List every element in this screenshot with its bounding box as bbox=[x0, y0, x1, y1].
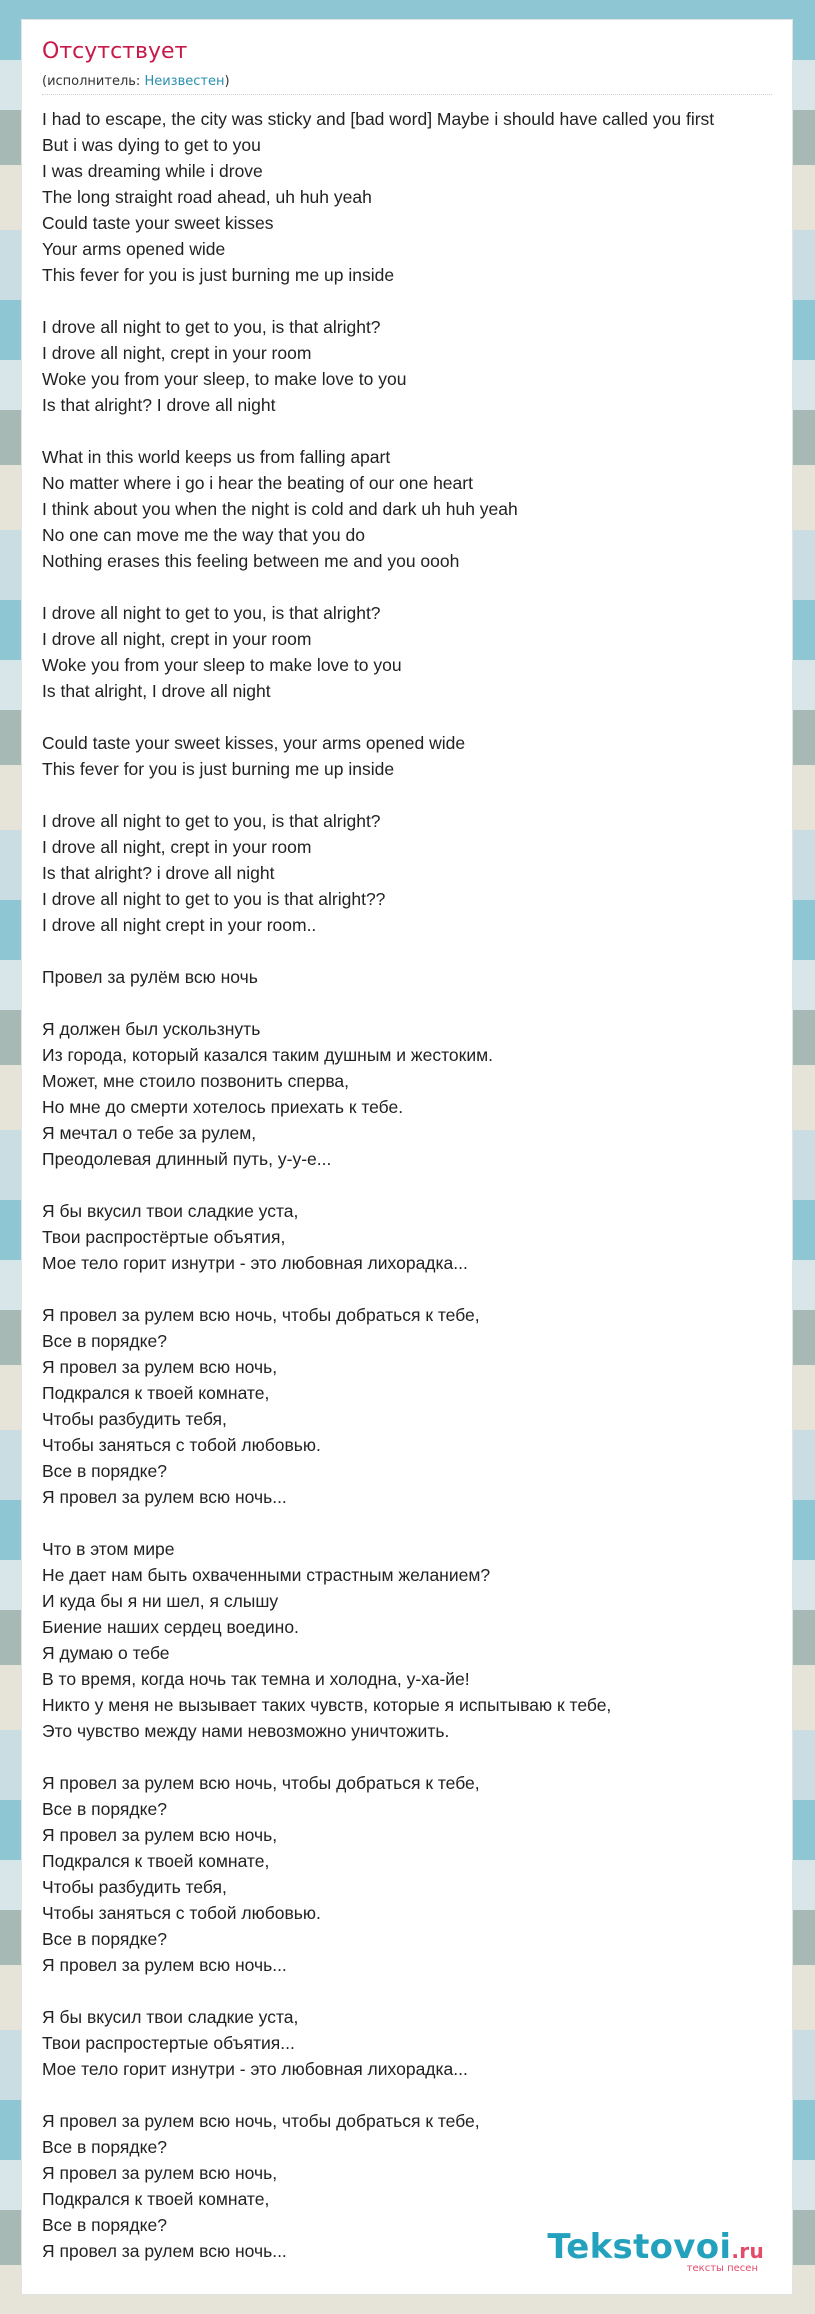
lyric-line: Чтобы заняться с тобой любовью. bbox=[42, 1435, 321, 1455]
lyric-line: Я провел за рулем всю ночь... bbox=[42, 2241, 287, 2261]
lyric-line: I drove all night, crept in your room bbox=[42, 837, 312, 857]
lyrics-card bbox=[22, 20, 792, 2294]
lyric-line: Я провел за рулем всю ночь, чтобы добраться к тебе, bbox=[42, 1305, 480, 1325]
lyric-line: В то время, когда ночь так темна и холодна, у-ха-йе! bbox=[42, 1669, 470, 1689]
lyric-line: Чтобы разбудить тебя, bbox=[42, 1409, 227, 1429]
lyric-blank-line bbox=[42, 418, 792, 444]
lyric-line: Все в порядке? bbox=[42, 1331, 167, 1351]
lyric-line: И куда бы я ни шел, я слышу bbox=[42, 1591, 279, 1611]
lyric-blank-line bbox=[42, 288, 792, 314]
lyric-line: Я должен был ускользнуть bbox=[42, 1019, 261, 1039]
lyrics-text bbox=[42, 106, 792, 2264]
header-divider bbox=[42, 94, 772, 95]
site-logo[interactable] bbox=[547, 2227, 764, 2274]
lyric-line: Я провел за рулем всю ночь... bbox=[42, 1487, 287, 1507]
lyric-line: Your arms opened wide bbox=[42, 239, 226, 259]
lyric-line: I had to escape, the city was sticky and [bad word] Maybe i should have called you first bbox=[42, 109, 715, 129]
artist-line bbox=[42, 74, 230, 89]
brand-tld: .ru bbox=[731, 2239, 764, 2263]
lyric-line: Я провел за рулем всю ночь, bbox=[42, 1825, 278, 1845]
lyric-line: Все в порядке? bbox=[42, 2137, 167, 2157]
lyric-line: Но мне до смерти хотелось приехать к тебе. bbox=[42, 1097, 404, 1117]
lyric-line: Woke you from your sleep to make love to you bbox=[42, 655, 402, 675]
lyric-line: Я провел за рулем всю ночь, bbox=[42, 1357, 278, 1377]
lyric-line: What in this world keeps us from falling apart bbox=[42, 447, 391, 467]
lyric-line: This fever for you is just burning me up inside bbox=[42, 265, 395, 285]
lyric-line: Is that alright, I drove all night bbox=[42, 681, 271, 701]
lyric-line: I drove all night to get to you, is that alright? bbox=[42, 811, 381, 831]
lyric-line: Все в порядке? bbox=[42, 1461, 167, 1481]
lyric-blank-line bbox=[42, 704, 792, 730]
lyric-line: This fever for you is just burning me up inside bbox=[42, 759, 395, 779]
lyric-line: Я думаю о тебе bbox=[42, 1643, 170, 1663]
lyric-blank-line bbox=[42, 2082, 792, 2108]
lyric-line: Преодолевая длинный путь, у-у-е... bbox=[42, 1149, 332, 1169]
lyric-line: Это чувство между нами невозможно уничтожить. bbox=[42, 1721, 450, 1741]
lyric-line: I think about you when the night is cold and dark uh huh yeah bbox=[42, 499, 518, 519]
lyric-line: Не дает нам быть охваченными страстным желанием? bbox=[42, 1565, 491, 1585]
lyric-line: I drove all night to get to you, is that alright? bbox=[42, 603, 381, 623]
lyric-line: Nothing erases this feeling between me and you oooh bbox=[42, 551, 460, 571]
lyric-line: Подкрался к твоей комнате, bbox=[42, 2189, 270, 2209]
lyric-line: Все в порядке? bbox=[42, 2215, 167, 2235]
lyric-line: Я мечтал о тебе за рулем, bbox=[42, 1123, 257, 1143]
lyric-blank-line bbox=[42, 1744, 792, 1770]
lyric-line: Из города, который казался таким душным и жестоким. bbox=[42, 1045, 493, 1065]
brand-main: Tekstovoi bbox=[547, 2227, 732, 2267]
lyric-line: Твои распростертые объятия... bbox=[42, 2033, 295, 2053]
lyric-line: Я провел за рулем всю ночь... bbox=[42, 1955, 287, 1975]
brand-tagline: тексты песен bbox=[686, 2263, 758, 2274]
lyric-line: Провел за рулём всю ночь bbox=[42, 967, 258, 987]
lyric-line: Could taste your sweet kisses bbox=[42, 213, 274, 233]
lyric-line: Может, мне стоило позвонить сперва, bbox=[42, 1071, 350, 1091]
lyric-line: I drove all night crept in your room.. bbox=[42, 915, 317, 935]
lyric-line: Биение наших сердец воедино. bbox=[42, 1617, 299, 1637]
lyric-line: Чтобы разбудить тебя, bbox=[42, 1877, 227, 1897]
lyric-line: Я провел за рулем всю ночь, чтобы добраться к тебе, bbox=[42, 2111, 480, 2131]
lyric-line: Твои распростёртые объятия, bbox=[42, 1227, 286, 1247]
lyric-line: Я бы вкусил твои сладкие уста, bbox=[42, 1201, 299, 1221]
lyric-line: Подкрался к твоей комнате, bbox=[42, 1851, 270, 1871]
lyric-blank-line bbox=[42, 1510, 792, 1536]
lyric-line: I drove all night to get to you, is that alright? bbox=[42, 317, 381, 337]
artist-link[interactable]: Неизвестен bbox=[144, 74, 225, 89]
lyric-blank-line bbox=[42, 938, 792, 964]
lyric-line: Мое тело горит изнутри - это любовная лихорадка... bbox=[42, 1253, 468, 1273]
lyric-line: Я провел за рулем всю ночь, чтобы добраться к тебе, bbox=[42, 1773, 480, 1793]
lyric-blank-line bbox=[42, 1276, 792, 1302]
lyric-line: Все в порядке? bbox=[42, 1799, 167, 1819]
lyric-line: Все в порядке? bbox=[42, 1929, 167, 1949]
brand-name bbox=[547, 2227, 764, 2267]
artist-suffix: ) bbox=[224, 74, 230, 89]
lyric-blank-line bbox=[42, 1978, 792, 2004]
lyric-line: Could taste your sweet kisses, your arms opened wide bbox=[42, 733, 466, 753]
lyric-blank-line bbox=[42, 782, 792, 808]
lyric-line: Is that alright? I drove all night bbox=[42, 395, 276, 415]
lyric-line: Никто у меня не вызывает таких чувств, которые я испытываю к тебе, bbox=[42, 1695, 612, 1715]
lyric-line: Woke you from your sleep, to make love to you bbox=[42, 369, 407, 389]
lyric-line: Я провел за рулем всю ночь, bbox=[42, 2163, 278, 2183]
lyric-line: Мое тело горит изнутри - это любовная лихорадка... bbox=[42, 2059, 468, 2079]
lyric-line: Чтобы заняться с тобой любовью. bbox=[42, 1903, 321, 1923]
lyric-line: I was dreaming while i drove bbox=[42, 161, 263, 181]
lyric-blank-line bbox=[42, 990, 792, 1016]
lyric-blank-line bbox=[42, 1172, 792, 1198]
lyric-line: But i was dying to get to you bbox=[42, 135, 261, 155]
lyric-line: Я бы вкусил твои сладкие уста, bbox=[42, 2007, 299, 2027]
lyric-line: The long straight road ahead, uh huh yeah bbox=[42, 187, 372, 207]
lyric-line: I drove all night to get to you is that alright?? bbox=[42, 889, 386, 909]
lyric-line: Что в этом мире bbox=[42, 1539, 175, 1559]
lyric-line: I drove all night, crept in your room bbox=[42, 629, 312, 649]
artist-prefix: (исполнитель: bbox=[42, 74, 145, 89]
lyric-line: No matter where i go i hear the beating of our one heart bbox=[42, 473, 473, 493]
lyric-line: Is that alright? i drove all night bbox=[42, 863, 275, 883]
lyric-line: Подкрался к твоей комнате, bbox=[42, 1383, 270, 1403]
lyric-line: No one can move me the way that you do bbox=[42, 525, 365, 545]
lyric-line: I drove all night, crept in your room bbox=[42, 343, 312, 363]
song-title: Отсутствует bbox=[42, 39, 188, 64]
lyric-blank-line bbox=[42, 574, 792, 600]
